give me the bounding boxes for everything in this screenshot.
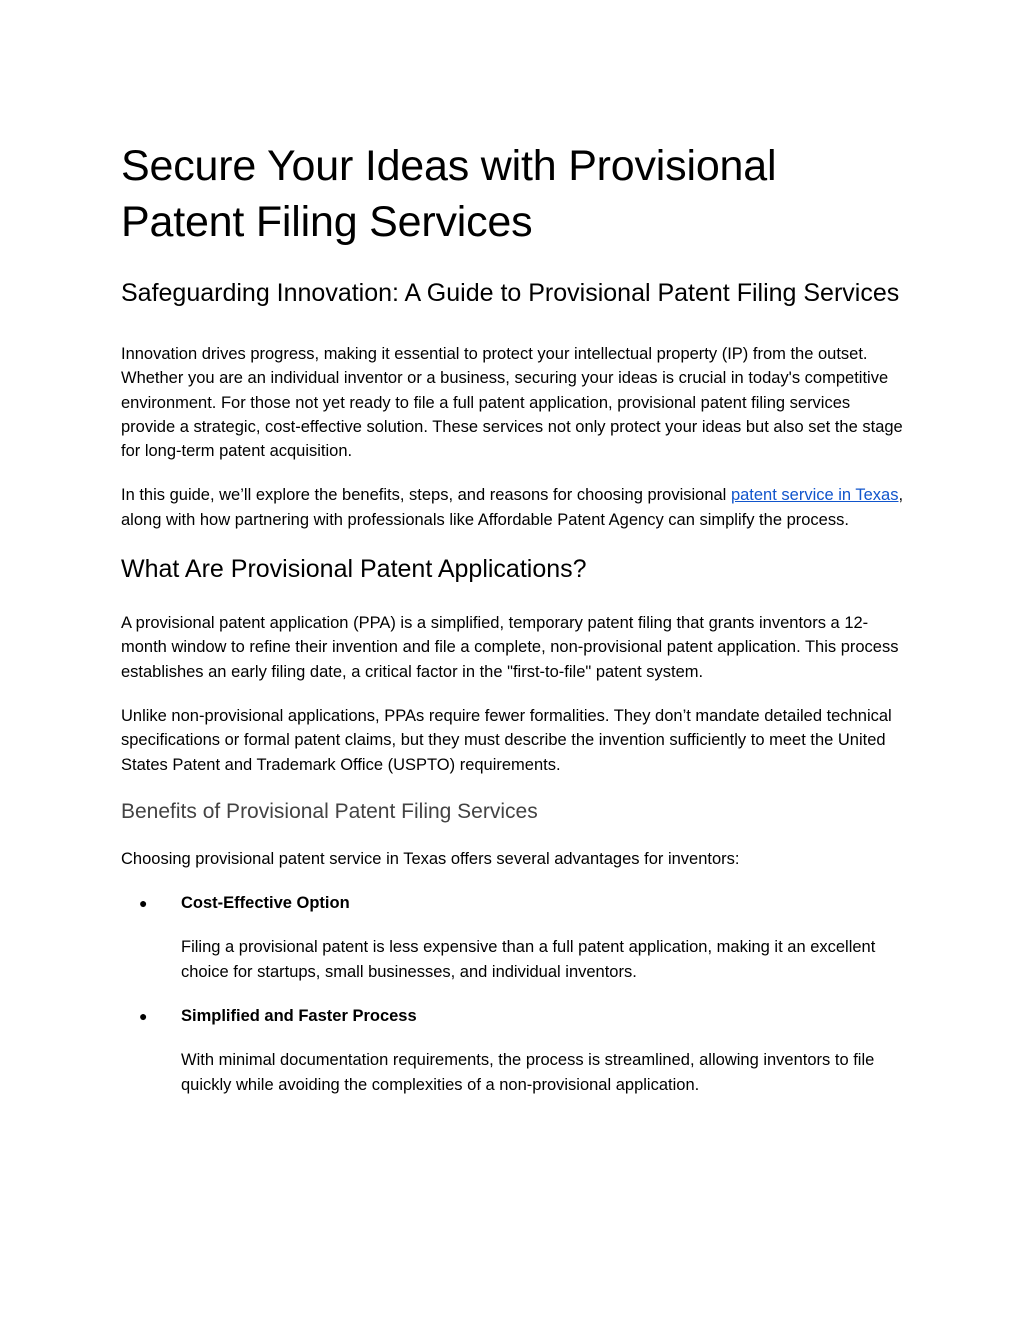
bullet-icon: ● [139, 895, 148, 912]
benefit-title: Cost-Effective Option [181, 894, 350, 913]
guide-text-after-link: , along with how partnering with professionals like Affordable Patent Agency can simplify the process. [121, 486, 904, 529]
unlike-paragraph: Unlike non-provisional applications, PPAs require fewer formalities. They don’t mandate detailed technical specifications or formal patent claims, but they must describe the invention sufficiently to meet the United States Patent and Trademark Office (USPTO) requirements. [121, 706, 892, 774]
benefits-heading: Benefits of Provisional Patent Filing Services [121, 799, 538, 823]
guide-text-before-link: In this guide, we’ll explore the benefits, steps, and reasons for choosing provisional [121, 486, 731, 505]
bullet-icon: ● [139, 1008, 148, 1025]
benefits-intro: Choosing provisional patent service in Texas offers several advantages for inventors: [121, 849, 740, 868]
ppa-paragraph: A provisional patent application (PPA) is a simplified, temporary patent filing that grants inventors a 12-month window to refine their invention and file a complete, non-provisional patent application. This process establishes an early filing date, a critical factor in the "first-to-file" patent system. [121, 614, 899, 681]
benefits-list [121, 891, 904, 1097]
benefit-body: Filing a provisional patent is less expensive than a full patent application, making it an excellent choice for startups, small businesses, and individual inventors. [181, 938, 876, 981]
document-title: Secure Your Ideas with Provisional Patent Filing Services [121, 142, 777, 246]
benefit-body: With minimal documentation requirements, the process is streamlined, allowing inventors to file quickly while avoiding the complexities of a non-provisional application. [181, 1051, 875, 1094]
patent-service-texas-link[interactable]: patent service in Texas [730, 486, 899, 505]
benefit-title: Simplified and Faster Process [181, 1007, 417, 1026]
intro-paragraph: Innovation drives progress, making it essential to protect your intellectual property (IP) from the outset. Whether you are an individual inventor or a business, securing your ideas is crucial in today's competitive environment. For those not yet ready to file a full patent application, provisional patent filing services provide a strategic, cost-effective solution. These services not only protect your ideas but also set the stage for long-term patent acquisition. [121, 345, 903, 461]
section-heading-ppa: What Are Provisional Patent Applications? [121, 555, 587, 584]
guide-paragraph [121, 483, 904, 532]
list-item [121, 891, 904, 984]
list-item [121, 1004, 904, 1097]
document-subtitle: Safeguarding Innovation: A Guide to Provisional Patent Filing Services [121, 279, 900, 307]
